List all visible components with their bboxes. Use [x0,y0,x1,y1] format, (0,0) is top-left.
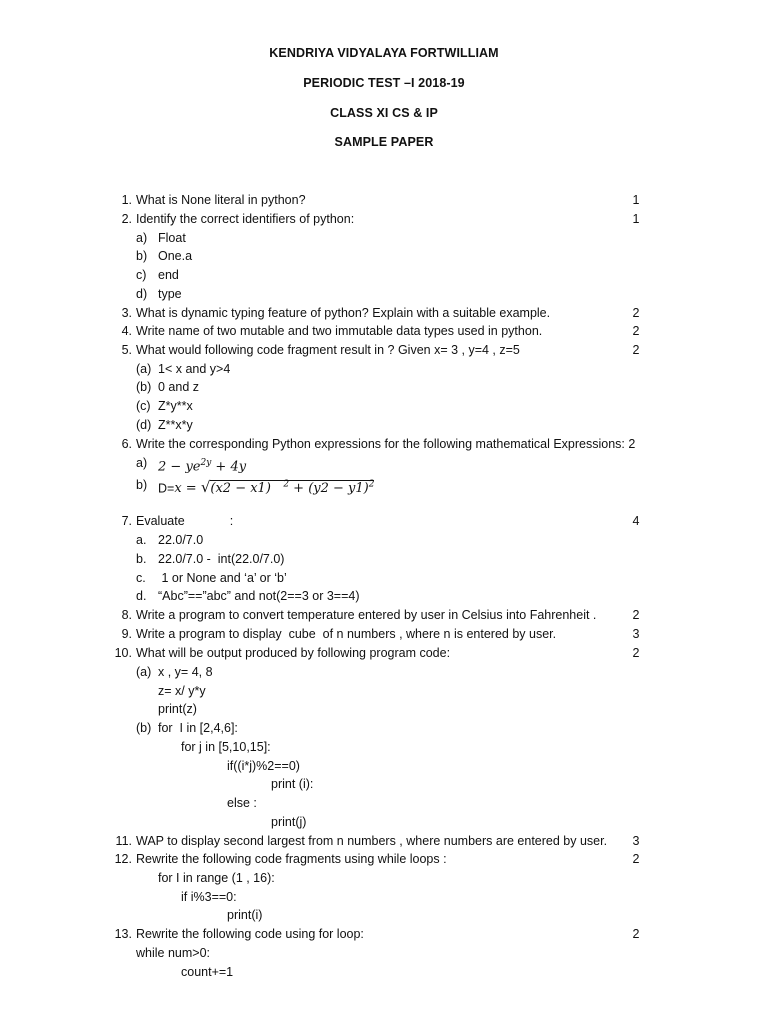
question-number: 9. [121,627,132,641]
code-line: print(j) [271,815,307,829]
option-text: 22.0/7.0 - int(22.0/7.0) [158,552,285,566]
question-4 [0,322,768,340]
question-number: 13. [114,927,132,941]
code-line-row [0,944,768,962]
option-text: end [158,268,179,282]
expr-part: D= [158,481,175,496]
expression-b [0,476,768,497]
math-expression-a [158,454,246,476]
question-marks: 4 [632,514,640,528]
class-title: CLASS XI CS & IP [330,106,438,120]
option [0,247,768,265]
question-number: 2. [121,212,132,226]
question-7 [0,512,768,530]
expr-part: ye [185,459,201,475]
question-text: Rewrite the following code fragments using while loops : [136,852,447,866]
test-title: PERIODIC TEST –I 2018-19 [303,76,465,90]
expr-part: + (y2 − y1) [289,481,369,497]
question-text: What would following code fragment result in ? Given x= 3 , y=4 , z=5 [136,343,520,357]
question-12 [0,850,768,868]
option-text: type [158,287,182,301]
code-line-row [0,775,768,793]
option-text: Float [158,231,186,245]
option [0,587,768,605]
option-label: a. [136,533,147,547]
code-line-row [0,757,768,775]
code-line: count+=1 [181,965,234,979]
option-label: b. [136,552,147,566]
code-line-row [0,888,768,906]
code-line: for I in [2,4,6]: [158,721,238,735]
option-label: (b) [136,721,152,735]
question-9 [0,625,768,643]
question-number: 6. [121,437,132,451]
question-marks: 2 [632,608,640,622]
expr-exponent: 2 [368,480,375,490]
option-label: (a) [136,665,152,679]
code-part-b [0,719,768,737]
option [0,378,768,396]
option-text: 0 and z [158,380,200,394]
code-line-row [0,738,768,756]
question-marks: 2 [632,927,640,941]
expr-part: + 4y [211,459,247,475]
question-number: 10. [114,646,132,660]
question-marks: 2 [632,324,640,338]
question-marks: 3 [632,834,640,848]
option [0,285,768,303]
option [0,550,768,568]
expr-exponent: 2 [283,480,290,490]
option-label: (c) [136,399,151,413]
question-marks: 1 [632,193,640,207]
question-marks: 2 [632,646,640,660]
question-marks: 3 [632,627,640,641]
code-line: while num>0: [136,946,210,960]
option-label: a) [136,456,148,470]
expr-part: (x2 − x1) [210,481,271,497]
option [0,397,768,415]
question-number: 8. [121,608,132,622]
paper-title: SAMPLE PAPER [334,135,434,149]
code-line: print(z) [158,702,197,716]
question-text: Write the corresponding Python expressions for the following mathematical Expressions: 2 [136,437,636,451]
code-line: print (i): [271,777,314,791]
option-label: (a) [136,362,152,376]
option-label: b) [136,249,148,263]
expression-a [0,454,768,475]
question-number: 3. [121,306,132,320]
question-5 [0,341,768,359]
option [0,360,768,378]
code-line: for I in range (1 , 16): [158,871,275,885]
code-line-row [0,794,768,812]
math-expression-b [158,476,374,498]
option-label: (b) [136,380,152,394]
question-13 [0,925,768,943]
code-line-row [0,869,768,887]
question-text: Write a program to display cube of n numbers , where n is entered by user. [136,627,557,641]
question-11 [0,832,768,850]
code-line: z= x/ y*y [158,684,206,698]
question-text: Rewrite the following code using for loop: [136,927,364,941]
option-label: d) [136,287,148,301]
expr-part: x = [174,481,201,497]
question-text: Identify the correct identifiers of python: [136,212,355,226]
question-marks: 2 [632,306,640,320]
question-8 [0,606,768,624]
option-text: 22.0/7.0 [158,533,204,547]
code-line: for j in [5,10,15]: [181,740,271,754]
question-number: 7. [121,514,132,528]
question-marks: 1 [632,212,640,226]
option [0,266,768,284]
expr-part: 2 − [158,459,186,475]
question-text: What is dynamic typing feature of python? Explain with a suitable example. [136,306,551,320]
question-6 [0,435,768,453]
question-3 [0,304,768,322]
code-line: print(i) [227,908,263,922]
question-number: 5. [121,343,132,357]
code-part-a [0,663,768,681]
option-text: Z*y**x [158,399,193,413]
question-marks: 2 [632,852,640,866]
option-text: “Abc”==”abc” and not(2==3 or 3==4) [158,589,360,603]
question-text: Write a program to convert temperature entered by user in Celsius into Fahrenheit . [136,608,597,622]
option-text: One.a [158,249,193,263]
option-label: b) [136,478,148,492]
question-1 [0,191,768,209]
option-label: c) [136,268,147,282]
question-10 [0,644,768,662]
option [0,531,768,549]
option [0,416,768,434]
option-label: c. [136,571,146,585]
question-marks: 2 [632,343,640,357]
question-number: 12. [114,852,132,866]
code-line-row [0,963,768,981]
school-name: KENDRIYA VIDYALAYA FORTWILLIAM [269,46,499,60]
code-line: x , y= 4, 8 [158,665,213,679]
code-line: else : [227,796,257,810]
question-text: Evaluate : [136,514,234,528]
option-label: a) [136,231,148,245]
sqrt-symbol: √ [200,478,211,497]
code-line-row [0,700,768,718]
question-number: 4. [121,324,132,338]
option-text: 1< x and y>4 [158,362,231,376]
code-line: if i%3==0: [181,890,237,904]
question-text: What is None literal in python? [136,193,306,207]
option-text: 1 or None and ‘a’ or ‘b’ [158,571,287,585]
question-number: 11. [115,834,132,848]
code-line-row [0,906,768,924]
option [0,229,768,247]
question-text: WAP to display second largest from n numbers , where numbers are entered by user. [136,834,608,848]
code-line: if((i*j)%2==0) [227,759,300,773]
question-text: What will be output produced by following program code: [136,646,451,660]
option-label: (d) [136,418,152,432]
expr-exponent: 2y [200,458,212,468]
question-2 [0,210,768,228]
option-label: d. [136,589,147,603]
question-text: Write name of two mutable and two immutable data types used in python. [136,324,543,338]
code-line-row [0,682,768,700]
option [0,569,768,587]
option-text: Z**x*y [158,418,193,432]
question-number: 1. [121,193,132,207]
code-line-row [0,813,768,831]
